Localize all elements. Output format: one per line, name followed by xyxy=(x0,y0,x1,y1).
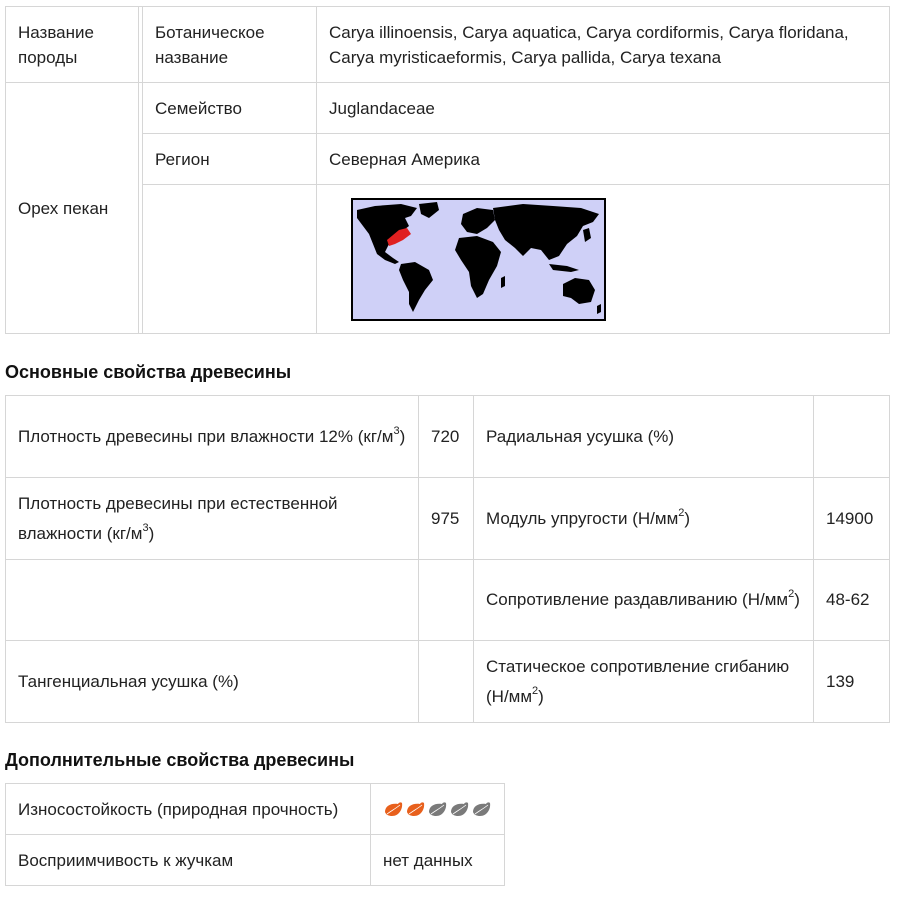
main-props-heading: Основные свойства древесины xyxy=(5,362,292,382)
leaf-rating xyxy=(383,801,492,819)
region-value: Северная Америка xyxy=(317,134,890,185)
prop-label: Модуль упругости $(Н/мм^2)$ xyxy=(474,478,814,560)
prop-value: 975 xyxy=(419,478,474,560)
greenland-shape xyxy=(419,202,439,218)
prop-value: 720 xyxy=(419,396,474,478)
prop-value: 48-62 xyxy=(814,560,890,641)
family-value: Juglandaceae xyxy=(317,83,890,134)
main-props-table xyxy=(5,395,890,723)
prop-label: Сопротивление раздавливанию $(Н/мм^2)$ xyxy=(474,560,814,641)
leaf-icon xyxy=(427,801,448,819)
asia-shape xyxy=(493,204,599,260)
australia-shape xyxy=(563,278,595,304)
prop-value: 14900 xyxy=(814,478,890,560)
europe-shape xyxy=(461,208,495,234)
region-label: Регион xyxy=(143,134,317,185)
table-row xyxy=(6,560,890,641)
breed-label: Название породы xyxy=(6,7,139,83)
prop-label: Плотность древесины при влажности 12% $(кг/м^3)$ xyxy=(6,396,419,478)
empty-cell xyxy=(143,185,317,334)
leaf-icon xyxy=(405,801,426,819)
insects-label: Восприимчивость к жучкам xyxy=(6,835,371,886)
world-map-icon xyxy=(351,198,606,321)
madagascar-shape xyxy=(501,276,505,288)
africa-shape xyxy=(455,236,501,298)
table-row xyxy=(6,641,890,723)
prop-label: Статическое сопротивление сгибанию $(Н/мм^2)$ xyxy=(474,641,814,723)
table-row xyxy=(6,835,505,886)
table-row xyxy=(6,396,890,478)
durability-label: Износостойкость (природная прочность) xyxy=(6,784,371,835)
table-row xyxy=(6,478,890,560)
south-america-shape xyxy=(399,262,433,312)
world-map-svg xyxy=(353,200,604,319)
extra-props-heading: Дополнительные свойства древесины xyxy=(5,750,355,770)
prop-label: Тангенциальная усушка (%) xyxy=(6,641,419,723)
indonesia-shape xyxy=(549,264,579,272)
botanical-label: Ботаническое название xyxy=(143,7,317,83)
extra-props-table xyxy=(5,783,505,886)
prop-label xyxy=(6,560,419,641)
prop-value: 139 xyxy=(814,641,890,723)
new-zealand-shape xyxy=(597,304,601,314)
leaf-icon xyxy=(471,801,492,819)
leaf-icon xyxy=(383,801,404,819)
prop-value xyxy=(419,560,474,641)
prop-label: Радиальная усушка (%) xyxy=(474,396,814,478)
prop-label: Плотность древесины при естественной влажности $(кг/м^3)$ xyxy=(6,478,419,560)
durability-rating xyxy=(371,784,505,835)
botanical-value: Carya illinoensis, Carya aquatica, Carya cordiformis, Carya floridana, Carya myristicaeformis, Carya pallida, Carya texana xyxy=(317,7,890,83)
prop-value xyxy=(419,641,474,723)
table-row xyxy=(6,784,505,835)
japan-shape xyxy=(583,228,591,242)
leaf-icon xyxy=(449,801,470,819)
insects-value: нет данных xyxy=(371,835,505,886)
prop-value xyxy=(814,396,890,478)
breed-name: Орех пекан xyxy=(6,83,139,334)
family-label: Семейство xyxy=(143,83,317,134)
